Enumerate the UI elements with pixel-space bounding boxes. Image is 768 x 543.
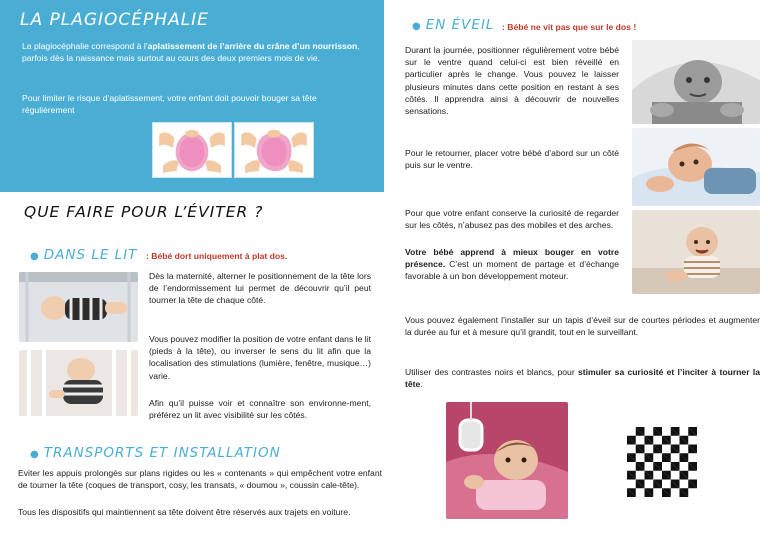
intro-paragraph-2: Pour limiter le risque d’aplatissement, votre enfant doit pouvoir bouger sa tête régulièrement	[22, 93, 317, 116]
bullet-dot-icon: ●	[412, 21, 422, 32]
section-title-dans-le-lit: ● DANS LE LIT	[30, 247, 138, 263]
intro-paragraph-1: La plagiocéphalie correspond à l’aplatissement de l’arrière du crâne d’un nourrisson, parfois dès la naissance mais surtout au cours des deux premiers mois de vie.	[22, 41, 360, 64]
en-eveil-paragraph-1: Durant la journée, positionner régulièrement votre bébé sur le ventre quand celui-ci est bien réveillé en particulier après le change. Vous pouvez le laisser plusieurs minutes dans cette position en restant à ses côtés. Il apprendra ainsi à découvrir de nouvelles sensations.	[405, 45, 619, 117]
photo-baby-in-crib-2	[19, 350, 138, 416]
skull-illustration-flattened	[234, 122, 314, 178]
en-eveil-paragraph-2: Pour le retourner, placer votre bébé d’abord sur un côté puis sur le ventre.	[405, 148, 619, 171]
photo-baby-tummy-time-bw	[632, 40, 760, 124]
transports-paragraph-1: Eviter les appuis prolongés sur plans rigides ou les « contenants » qui empêchent votre enfant de tourner la tête (coques de transport, cosy, les transats, « doumou », coussin cale-tête).	[18, 468, 382, 491]
intro-panel	[0, 0, 384, 192]
black-white-checkerboard	[627, 427, 697, 497]
skull-illustration-normal	[152, 122, 232, 178]
section-title-en-eveil: ● EN ÉVEIL	[412, 17, 495, 33]
section-title-transports: ● TRANSPORTS ET INSTALLATION	[30, 445, 281, 461]
photo-baby-sitting	[632, 210, 760, 294]
photo-baby-on-side	[632, 128, 760, 206]
dans-le-lit-paragraph-1: Dès la maternité, alterner le positionnement de la tête lors de l’endormissement lui permet de découvrir qu’il peut tourner la tête de chaque côté.	[149, 271, 371, 306]
en-eveil-paragraph-4: Votre bébé apprend à mieux bouger en votre présence. C’est un moment de partage et d’échange favorable à un bon développement moteur.	[405, 247, 619, 282]
bullet-dot-icon: ●	[30, 251, 40, 262]
dans-le-lit-paragraph-2: Vous pouvez modifier la position de votre enfant dans le lit (pieds à la tête), ou inverser le sens du lit afin que la localisation des stimulations (lumière, fenêtre, musique…) varie.	[149, 334, 371, 381]
transports-paragraph-2: Tous les dispositifs qui maintiennent sa tête doivent être réservés aux trajets en voiture.	[18, 507, 351, 517]
bullet-dot-icon: ●	[30, 449, 40, 460]
photo-baby-in-crib-1	[19, 272, 138, 342]
main-title: QUE FAIRE POUR L’ÉVITER ?	[24, 203, 264, 221]
en-eveil-paragraph-6: Utiliser des contrastes noirs et blancs, pour stimuler sa curiosité et l’inciter à tourner la tête.	[405, 367, 760, 390]
photo-baby-with-mirror	[446, 402, 568, 519]
en-eveil-paragraph-3: Pour que votre enfant conserve la curiosité de regarder sur les côtés, n’abusez pas des mobiles et des arches.	[405, 208, 619, 231]
intro-title: LA PLAGIOCÉPHALIE	[20, 10, 209, 30]
section-subtitle-dans-le-lit: : Bébé dort uniquement à plat dos.	[146, 251, 288, 261]
dans-le-lit-paragraph-3: Afin qu’il puisse voir et connaître son environne-ment, préférez un lit avec visibilité sur les côtés.	[149, 398, 371, 421]
en-eveil-paragraph-5: Vous pouvez également l’installer sur un tapis d’éveil sur de courtes périodes et augmenter la durée au fur et à mesure qu’il grandit, tout en le surveillant.	[405, 315, 760, 338]
section-subtitle-en-eveil: : Bébé ne vit pas que sur le dos !	[502, 22, 637, 32]
